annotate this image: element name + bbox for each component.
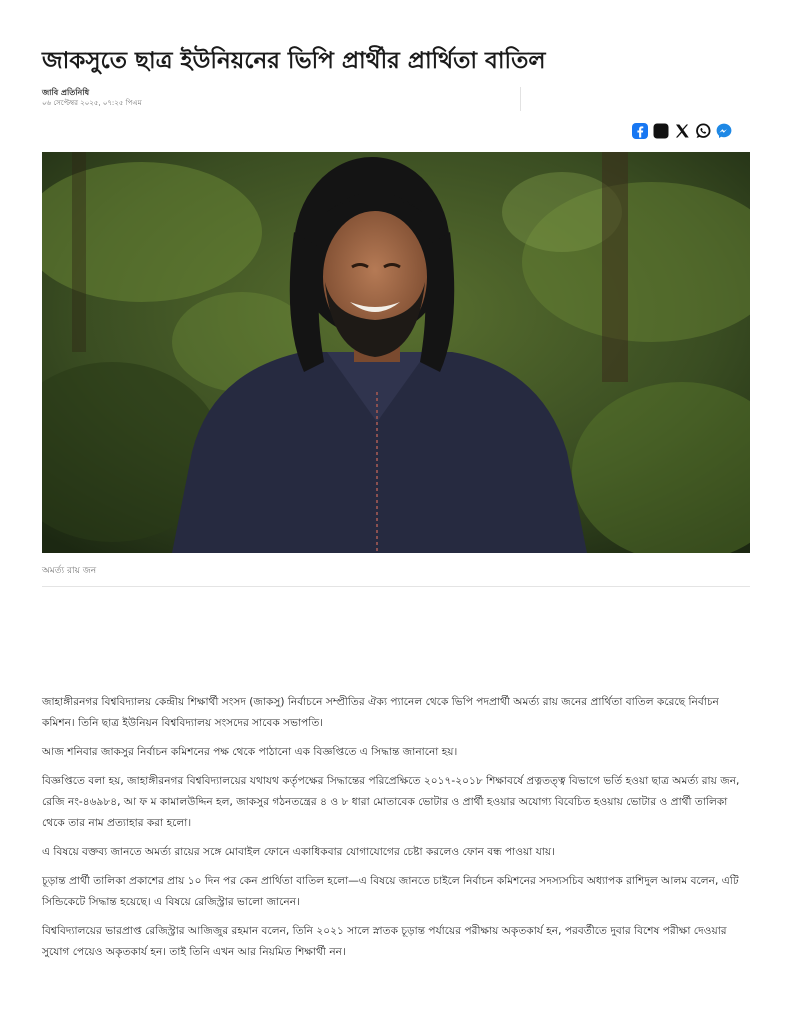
article-paragraph: চূড়ান্ত প্রার্থী তালিকা প্রকাশের প্রায় ১০ দিন পর কেন প্রার্থিতা বাতিল হলো—এ বিষয়ে জানতে চাইলে নির্বাচন কমিশনের সদস্যসচিব অধ্যাপক রাশিদুল আলম বলেন, এটি সিন্ডিকেটে সিদ্ধান্ত হয়েছে। এ বিষয়ে রেজিস্ট্রার ভালো জানেন। bbox=[42, 875, 739, 908]
x-icon bbox=[673, 122, 691, 140]
byline-divider bbox=[520, 87, 521, 111]
square-icon bbox=[652, 122, 670, 140]
article-body bbox=[42, 692, 752, 971]
article-paragraph: আজ শনিবার জাকসুর নির্বাচন কমিশনের পক্ষ থেকে পাঠানো এক বিজ্ঞপ্তিতে এ সিদ্ধান্ত জানানো হয়। bbox=[42, 746, 458, 758]
article-paragraph: বিশ্ববিদ্যালয়ের ভারপ্রাপ্ত রেজিস্ট্রার আজিজুর রহমান বলেন, তিনি ২০২১ সালে স্নাতক চূড়ান্ত পর্যায়ের পরীক্ষায় অকৃতকার্য হন, পরবর্তীতে দুবার বিশেষ পরীক্ষা দেওয়ার সুযোগ পেয়েও অকৃতকার্য হন। তাই তিনি এখন আর নিয়মিত শিক্ষার্থী নন। bbox=[42, 925, 727, 958]
share-square-button[interactable] bbox=[651, 121, 670, 140]
facebook-share-button[interactable] bbox=[630, 121, 649, 140]
whatsapp-share-button[interactable] bbox=[693, 121, 712, 140]
publish-date: ০৬ সেপ্টেম্বর ২০২৫, ০৭:২৫ পিএম bbox=[42, 99, 142, 107]
byline bbox=[42, 87, 142, 109]
article-paragraph: বিজ্ঞপ্তিতে বলা হয়, জাহাঙ্গীরনগর বিশ্ববিদ্যালয়ের যথাযথ কর্তৃপক্ষের সিদ্ধান্তের পরিপ্রেক্ষিতে ২০১৭-২০১৮ শিক্ষাবর্ষে প্রত্নতত্ত্ব বিভাগে ভর্তি হওয়া ছাত্র অমর্ত্য রায় জন, রেজি নং-৪৬৯৮৪, আ ফ ম কামালউদ্দিন হল, জাকসুর গঠনতন্ত্রের ৪ ও ৮ ধারা মোতাবেক ভোটার ও প্রার্থী হওয়ার অযোগ্য বিবেচিত হওয়ায় ভোটার ও প্রার্থী তালিকা থেকে তার নাম প্রত্যাহার করা হলো। bbox=[42, 775, 740, 829]
facebook-icon bbox=[631, 122, 649, 140]
photo-caption: অমর্ত্য রায় জন bbox=[42, 566, 97, 576]
share-bar bbox=[630, 121, 733, 140]
x-share-button[interactable] bbox=[672, 121, 691, 140]
article-photo bbox=[42, 152, 750, 553]
messenger-share-button[interactable] bbox=[714, 121, 733, 140]
messenger-icon bbox=[715, 122, 733, 140]
author-name[interactable]: জাবি প্রতিনিধি bbox=[42, 88, 90, 97]
whatsapp-icon bbox=[694, 122, 712, 140]
caption-divider bbox=[42, 586, 750, 587]
article-headline: জাকসুতে ছাত্র ইউনিয়নের ভিপি প্রার্থীর প্রার্থিতা বাতিল bbox=[42, 48, 546, 74]
article-paragraph: জাহাঙ্গীরনগর বিশ্ববিদ্যালয় কেন্দ্রীয় শিক্ষার্থী সংসদ (জাকসু) নির্বাচনে সম্প্রীতির ঐক্য প্যানেল থেকে ভিপি পদপ্রার্থী অমর্ত্য রায় জনের প্রার্থিতা বাতিল করেছে নির্বাচন কমিশন। তিনি ছাত্র ইউনিয়ন বিশ্ববিদ্যালয় সংসদের সাবেক সভাপতি। bbox=[42, 696, 719, 729]
article-paragraph: এ বিষয়ে বক্তব্য জানতে অমর্ত্য রায়ের সঙ্গে মোবাইল ফোনে একাধিকবার যোগাযোগের চেষ্টা করলেও ফোন বন্ধ পাওয়া যায়। bbox=[42, 846, 555, 858]
